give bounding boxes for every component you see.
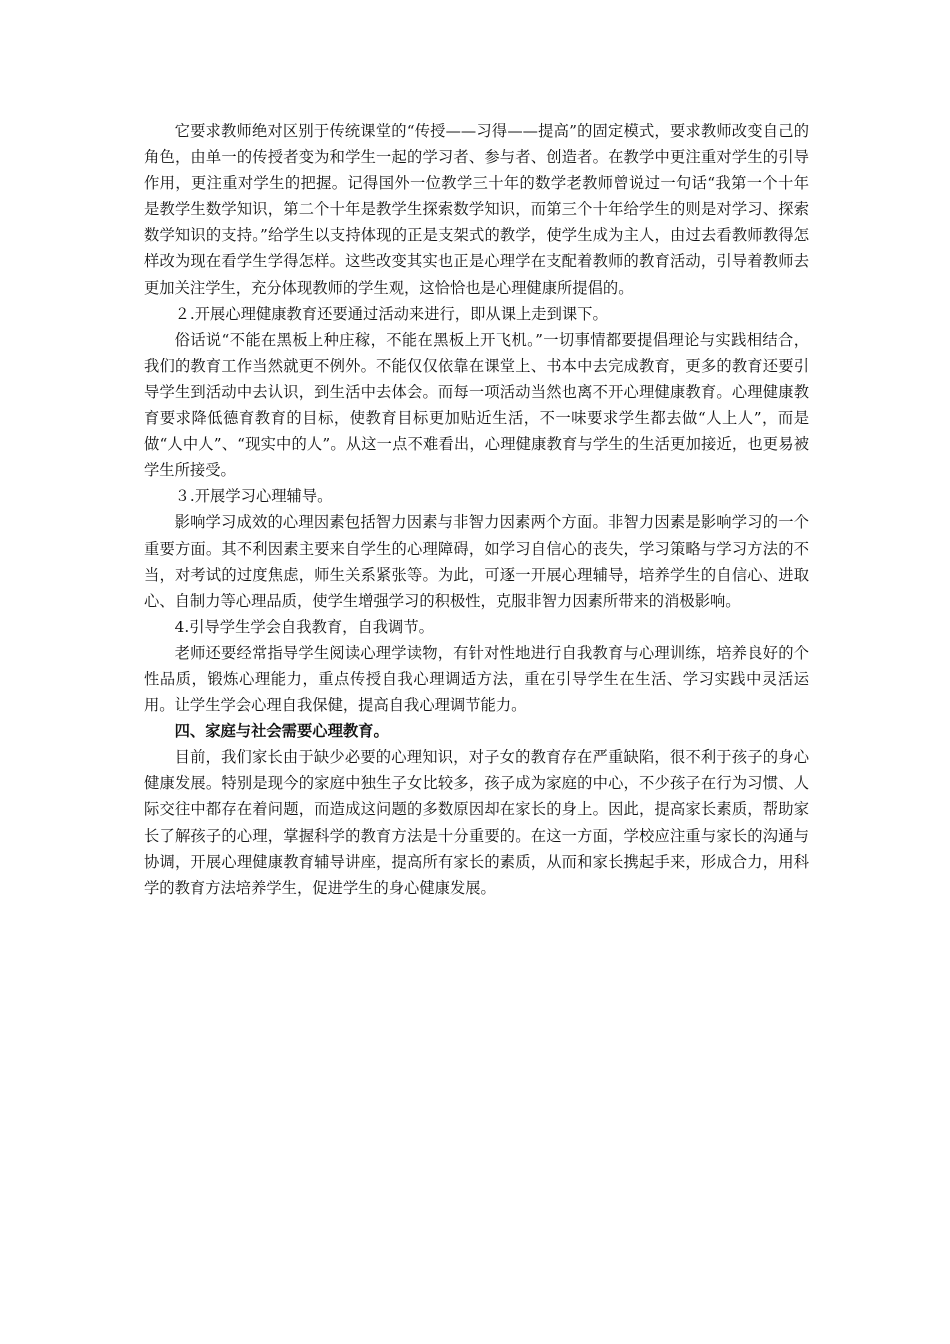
paragraph-learning-guidance: 影响学习成效的心理因素包括智力因素与非智力因素两个方面。非智力因素是影响学习的一个重要方面。其不利因素主要来自学生的心理障碍，如学习自信心的丧失，学习策略与学习方法的不当，对考试的过度焦虑，师生关系紧张等。为此，可逐一开展心理辅导，培养学生的自信心、进取心、自制力等心理品质，使学生增强学习的积极性，克服非智力因素所带来的消极影响。 [144,513,809,610]
section-4-heading: 四、家庭与社会需要心理教育。 [174,722,389,741]
paragraph-teacher-role: 它要求教师绝对区别于传统课堂的“传授——习得——提高”的固定模式，要求教师改变自己的角色，由单一的传授者变为和学生一起的学习者、参与者、创造者。在教学中更注重对学生的引导作用，更注重对学生的把握。记得国外一位教学三十年的数学老教师曾说过一句话“我第一个十年是教学生数学知识，第二个十年是教学生探索数学知识，而第三个十年给学生的则是对学习、探索数学知识的支持。”给学生以支持体现的正是支架式的教学，使学生成为主人，由过去看教师教得怎样改为现在看学生学得怎样。这些改变其实也正是心理学在支配着教师的教育活动，引导着教师去更加关注学生，充分体现教师的学生观，这恰恰也是心理健康所提倡的。 [144,122,809,297]
item-3-title: ３.开展学习心理辅导。 [174,487,333,506]
item-4-title: 4.引导学生学会自我教育，自我调节。 [174,617,434,636]
paragraph-family-society: 目前，我们家长由于缺少必要的心理知识，对子女的教育存在严重缺陷，很不利于孩子的身心健康发展。特别是现今的家庭中独生子女比较多，孩子成为家庭的中心，不少孩子在行为习惯、人际交往中都存在着问题，而造成这问题的多数原因却在家长的身上。因此，提高家长素质，帮助家长了解孩子的心理，掌握科学的教育方法是十分重要的。在这一方面，学校应注重与家长的沟通与协调，开展心理健康教育辅导讲座，提高所有家长的素质，从而和家长携起手来，形成合力，用科学的教育方法培养学生，促进学生的身心健康发展。 [144,748,809,897]
paragraph-self-education: 老师还要经常指导学生阅读心理学读物，有针对性地进行自我教育与心理训练，培养良好的个性品质，锻炼心理能力，重点传授自我心理调适方法，重在引导学生在生活、学习实践中灵活运用。让学生学会心理自我保健，提高自我心理调节能力。 [144,643,809,715]
item-2-title: ２.开展心理健康教育还要通过活动来进行，即从课上走到课下。 [174,304,608,323]
document-body [144,118,809,901]
paragraph-activities: 俗话说“不能在黑板上种庄稼，不能在黑板上开飞机。”一切事情都要提倡理论与实践相结合，我们的教育工作当然就更不例外。不能仅仅依靠在课堂上、书本中去完成教育，更多的教育还要引导学生到活动中去认识，到生活中去体会。而每一项活动当然也离不开心理健康教育。心理健康教育要求降低德育教育的目标，使教育目标更加贴近生活，不一味要求学生都去做“人上人”，而是做“人中人”、“现实中的人”。从这一点不难看出，心理健康教育与学生的生活更加接近，也更易被学生所接受。 [144,330,809,480]
